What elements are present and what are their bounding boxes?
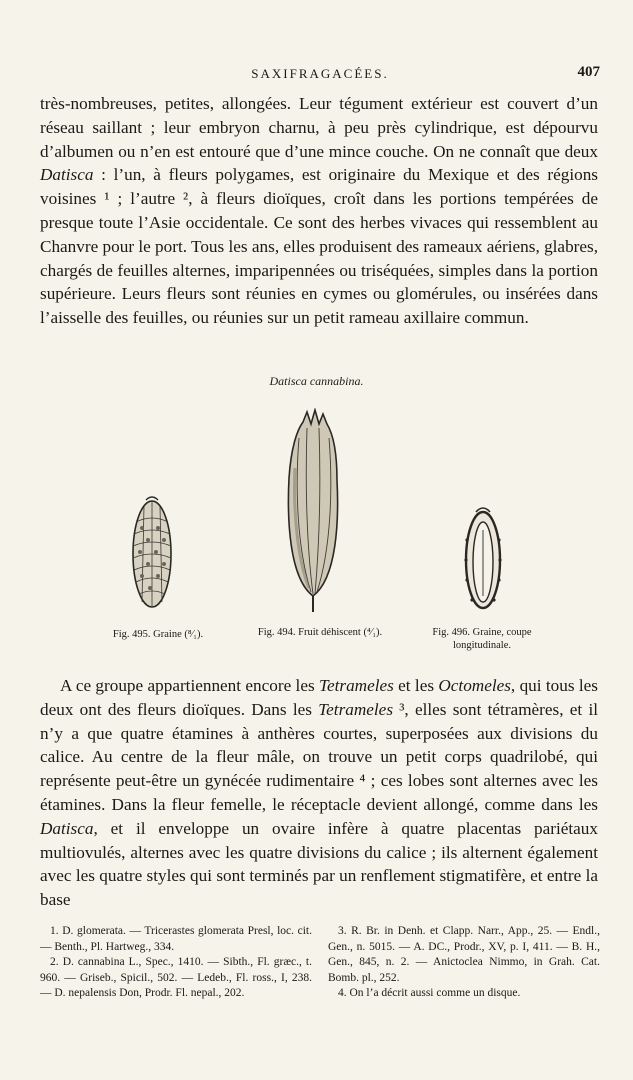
figure-caption-494: Fig. 494. Fruit déhiscent (⁴⁄₁). [257,627,383,638]
figure-title: Datisca cannabina. [269,374,364,388]
dehiscent-fruit-illustration [285,408,341,613]
seed-section-illustration [462,500,504,612]
italic-genus: Tetrameles [319,676,394,695]
footnote: 3. R. Br. in Denh. et Clapp. Narr., App., 25. — Endl., Gen., n. 5015. — A. DC., Prodr., XV, p. I, 411. — B. H., Gen., 845, n. 2. — Anictoclea Nimmo, in Grah. Cat. Bomb. pl., 252. [328,925,600,984]
italic-genus: Datisca [40,818,94,838]
text-run: et les [393,676,439,695]
footnotes [40,924,600,1024]
footnotes-left-column [40,924,312,1002]
footnotes-right-column [328,924,600,1002]
italic-genus: Tetrameles [318,699,394,719]
footnote: 2. D. cannabina L., Spec., 1410. — Sibth., Fl. græc., t. 960. — Griseb., Spicil., 502. — Ledeb., Fl. ross., I, 238. — D. nepalensis Don, Prodr. Fl. nepal., 202. [40,956,312,999]
body-paragraph-1 [40,92,598,330]
footnote: 1. D. glomerata. — Tricerastes glomerata Presl, loc. cit. — Benth., Pl. Hartweg., 334. [40,925,312,953]
footnote: 4. On l’a décrit aussi comme un disque. [338,987,521,999]
text-run: ³, elles sont tétramères, et il n’y a que quatre étamines à anthères courtes, superposées aux divisions du calice. Au centre de la fleur mâle, on trouve un petit corps quadrilobé, qui représente peut-être un gynécée rudimentaire ⁴ ; ces lobes sont alternes avec les étamines. Dans la fleur femelle, le réceptacle devient allongé, comme dans les [40,699,598,814]
page-header [40,64,600,86]
figure-caption-496: Fig. 496. Graine, coupe longitudinale. [432,627,532,651]
page-number: 407 [577,64,600,80]
text-run: , qui tous les deux ont des fleurs dioïques. Dans les [40,676,598,719]
italic-genus: Octomeles [438,676,511,695]
text-run: , et il enveloppe un ovaire infère à quatre placentas pariétaux multiovulés, alternes avec les quatre divisions du calice ; ils alternent également avec les quatre styles qui sont terminés par un renflement stigmatifère, et entre la base [40,818,598,910]
figure-caption-495: Fig. 495. Graine (⁸⁄₁). [112,629,204,640]
italic-genus: Datisca [40,165,94,185]
body-paragraph-2 [40,674,598,912]
text-run: : l’un, à fleurs polygames, est originaire du Mexique et des régions voisines ¹ ; l’autre ², à fleurs dioïques, croît dans les portions tempérées de presque toute l’Asie occidentale. Ce sont des herbes vivaces qui ressemblent au Chanvre pour le port. Tous les ans, elles produisent des rameaux aériens, glabres, chargés de feuilles alternes, imparipennées ou triséquées, simples dans la portion supérieure. Leurs fleurs sont réunies en cymes ou glomérules, ou insérées dans l’aisselle des feuilles, ou réunies sur un petit rameau axillaire commun. [40,165,598,328]
text-run: A ce groupe appartiennent encore les [60,676,319,695]
text-run: très-nombreuses, petites, allongées. Leur tégument extérieur est couvert d’un réseau saillant ; leur embryon charnu, à peu près cylindrique, est dépourvu d’albumen ou n’en est entouré que d’une mince couche. On ne connaît que deux [40,94,598,161]
running-title: SAXIFRAGACÉES. [251,66,389,81]
seed-illustration [128,492,176,612]
